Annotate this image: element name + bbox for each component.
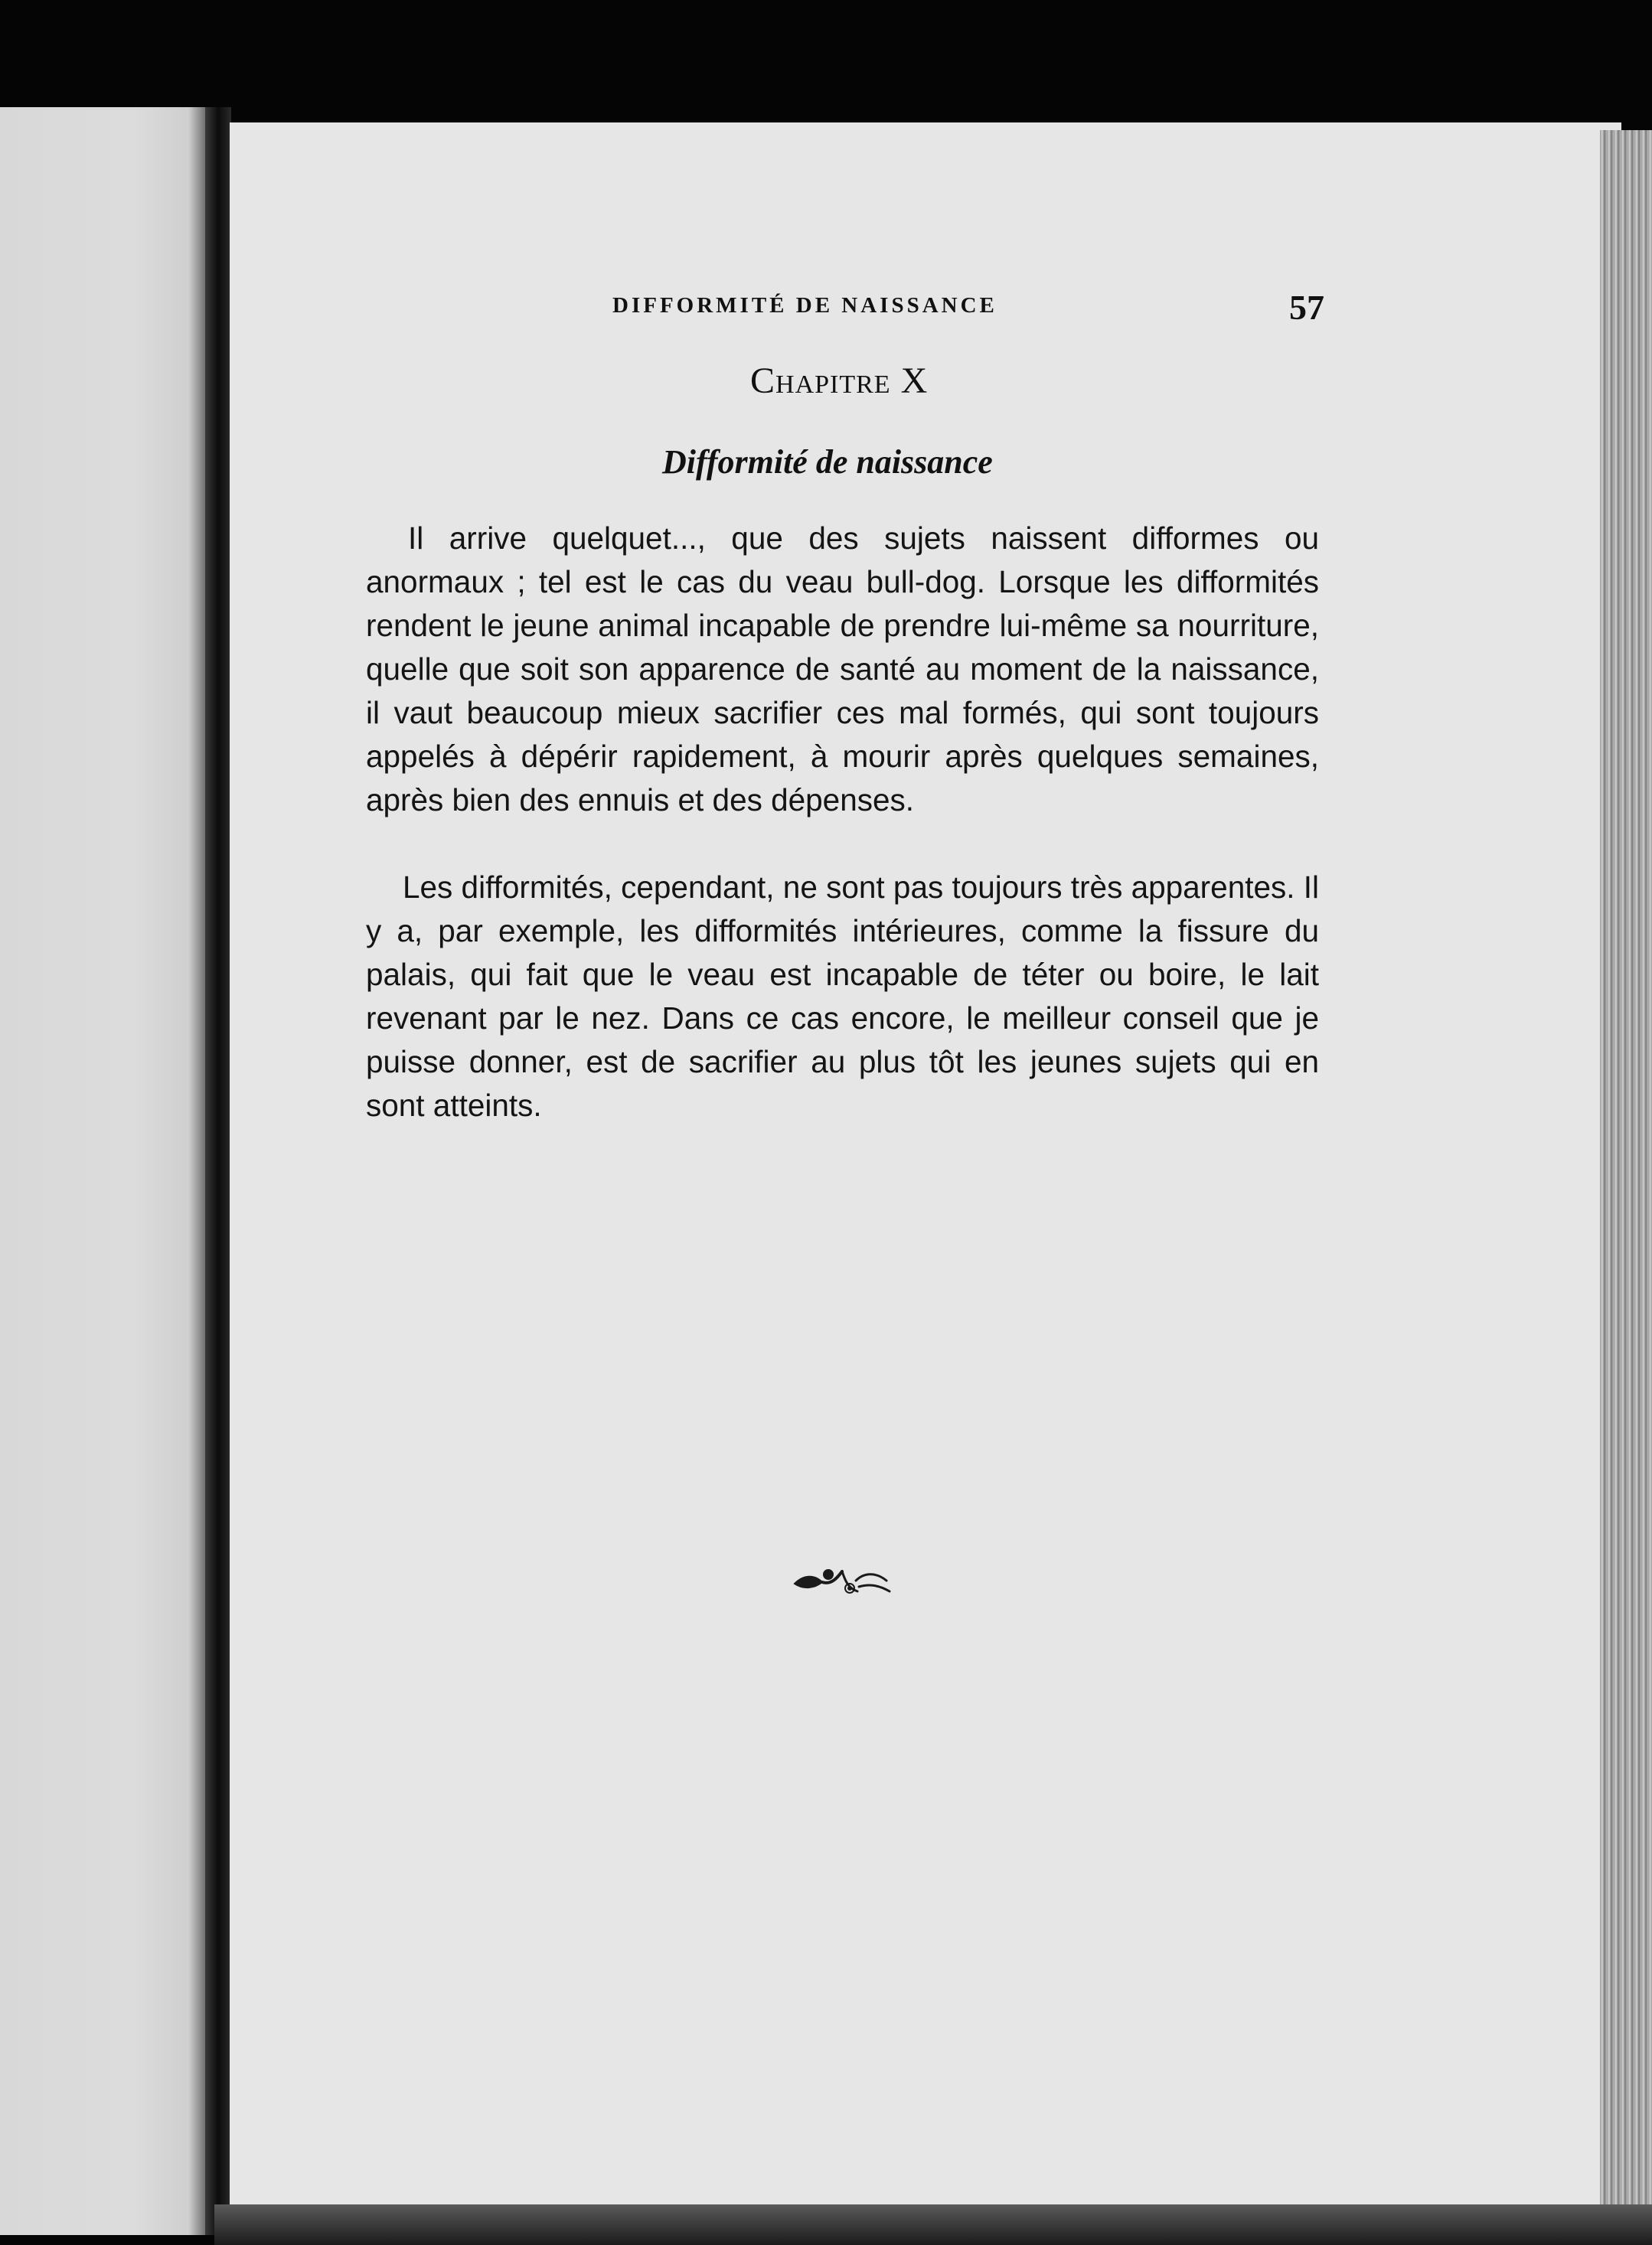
running-head: DIFFORMITÉ DE NAISSANCE — [612, 293, 997, 318]
chapter-title: Chapitre X — [750, 361, 929, 401]
paragraph-1: Il arrive quelquet..., que des sujets naissent difformes ou anormaux ; tel est le cas du veau bull-dog. Lorsque les difformités rendent le jeune animal incapable de prendre lui-même sa nourriture, quelle que soit son apparence de santé au moment de la naissance, il vaut beaucoup mieux sacrifier ces mal formés, qui sont toujours appelés à dépérir rapidement, à mourir après quelques semaines, après bien des ennuis et des dépenses. — [366, 520, 1319, 817]
bottom-shadow — [214, 2204, 1652, 2245]
page-edges — [1600, 130, 1652, 2235]
left-page — [0, 107, 222, 2235]
section-title: Difformité de naissance — [662, 443, 993, 481]
body-text — [366, 517, 1319, 1127]
right-page — [230, 122, 1621, 2235]
floral-vignette-icon — [788, 1558, 896, 1604]
paragraph-2: Les difformités, cependant, ne sont pas toujours très apparentes. Il y a, par exemple, les difformités intérieures, comme la fissure du palais, qui fait que le veau est incapable de téter ou boire, le lait revenant par le nez. Dans ce cas encore, le meilleur conseil que je puisse donner, est de sacrifier au plus tôt les jeunes sujets qui en sont atteints. — [366, 870, 1319, 1123]
book-gutter — [205, 107, 231, 2235]
page-number: 57 — [1289, 288, 1324, 327]
